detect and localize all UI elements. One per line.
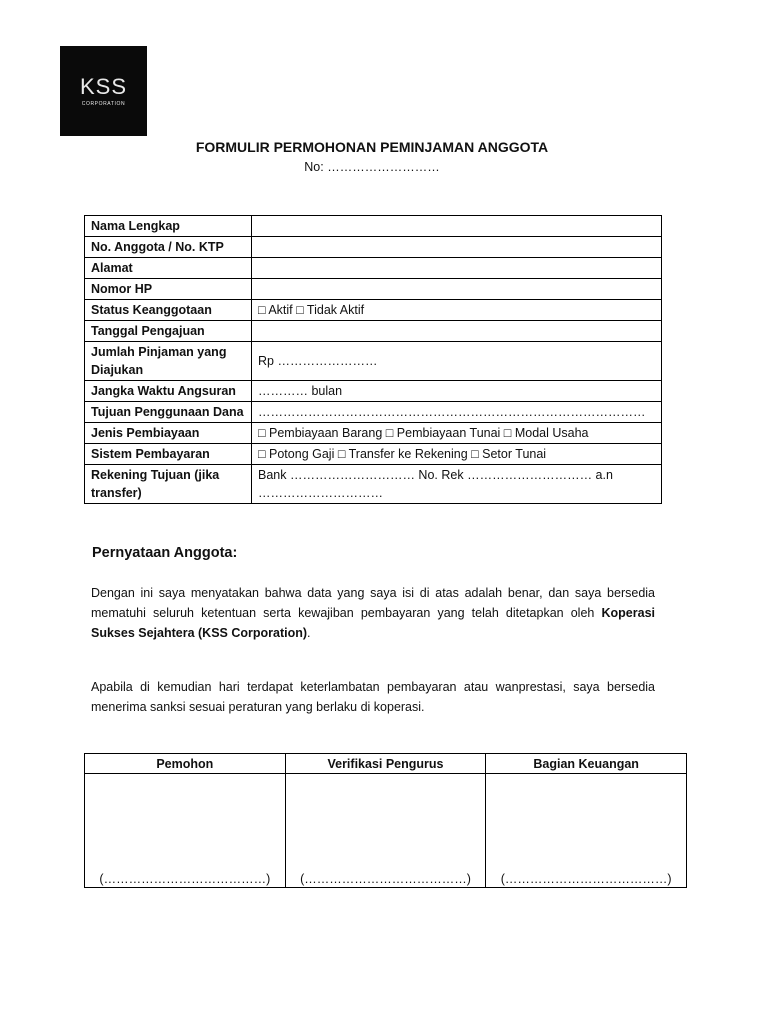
field-label: Jenis Pembiayaan xyxy=(85,423,252,444)
field-value[interactable] xyxy=(252,279,662,300)
field-value[interactable]: □ Potong Gaji □ Transfer ke Rekening □ Setor Tunai xyxy=(252,444,662,465)
field-label: Rekening Tujuan (jika transfer) xyxy=(85,465,252,504)
application-form-table xyxy=(84,215,662,504)
form-row xyxy=(85,402,662,423)
form-row xyxy=(85,237,662,258)
field-value[interactable] xyxy=(252,321,662,342)
form-row xyxy=(85,300,662,321)
field-value[interactable]: Rp …………………… xyxy=(252,342,662,381)
cooperative-name: Koperasi Sukses Sejahtera (KSS Corporation) xyxy=(91,606,655,640)
form-row xyxy=(85,342,662,381)
statement-text-end: . xyxy=(307,626,311,640)
logo-mark: KSS xyxy=(79,73,128,99)
form-row xyxy=(85,381,662,402)
signature-table xyxy=(84,753,687,888)
statement-text: Dengan ini saya menyatakan bahwa data yang saya isi di atas adalah benar, dan saya bersedia mematuhi seluruh ketentuan serta kewajiban pembayaran yang telah ditetapkan oleh xyxy=(91,586,655,620)
form-row xyxy=(85,258,662,279)
signature-box-finance[interactable] xyxy=(486,774,687,888)
form-row xyxy=(85,444,662,465)
form-row xyxy=(85,321,662,342)
signature-name-blank: (…………………………………) xyxy=(300,872,471,886)
signature-box-applicant[interactable] xyxy=(85,774,286,888)
statement-heading: Pernyataan Anggota: xyxy=(92,545,238,561)
form-row xyxy=(85,279,662,300)
form-row xyxy=(85,216,662,237)
field-value[interactable]: □ Pembiayaan Barang □ Pembiayaan Tunai □ Modal Usaha xyxy=(252,423,662,444)
form-row xyxy=(85,423,662,444)
field-value[interactable]: □ Aktif □ Tidak Aktif xyxy=(252,300,662,321)
field-label: Status Keanggotaan xyxy=(85,300,252,321)
statement-paragraph-1 xyxy=(91,583,655,643)
form-title: FORMULIR PERMOHONAN PEMINJAMAN ANGGOTA xyxy=(195,139,549,155)
field-label: Tanggal Pengajuan xyxy=(85,321,252,342)
logo-subtitle: CORPORATION xyxy=(81,100,126,107)
field-value[interactable]: ………… bulan xyxy=(252,381,662,402)
field-label: Tujuan Penggunaan Dana xyxy=(85,402,252,423)
field-label: Jangka Waktu Angsuran xyxy=(85,381,252,402)
signature-header-verifier: Verifikasi Pengurus xyxy=(285,754,486,774)
company-logo xyxy=(60,46,147,136)
field-label: Sistem Pembayaran xyxy=(85,444,252,465)
field-label: Nama Lengkap xyxy=(85,216,252,237)
form-row xyxy=(85,465,662,504)
form-number: No: ……………………… xyxy=(304,160,440,174)
field-value[interactable]: Bank ………………………… No. Rek ………………………… a.n ………………………… xyxy=(252,465,662,504)
signature-header-applicant: Pemohon xyxy=(85,754,286,774)
field-value[interactable] xyxy=(252,216,662,237)
signature-box-verifier[interactable] xyxy=(285,774,486,888)
signature-header-finance: Bagian Keuangan xyxy=(486,754,687,774)
field-label: Alamat xyxy=(85,258,252,279)
field-value[interactable] xyxy=(252,258,662,279)
signature-name-blank: (…………………………………) xyxy=(99,872,271,886)
field-value[interactable] xyxy=(252,237,662,258)
field-label: No. Anggota / No. KTP xyxy=(85,237,252,258)
signature-name-blank: (…………………………………) xyxy=(500,872,672,886)
field-label: Nomor HP xyxy=(85,279,252,300)
statement-paragraph-2: Apabila di kemudian hari terdapat keterlambatan pembayaran atau wanprestasi, saya bersedia menerima sanksi sesuai peraturan yang berlaku di koperasi. xyxy=(91,680,655,714)
field-value[interactable]: ………………………………………………………………………………… xyxy=(252,402,662,423)
field-label: Jumlah Pinjaman yang Diajukan xyxy=(85,342,252,381)
